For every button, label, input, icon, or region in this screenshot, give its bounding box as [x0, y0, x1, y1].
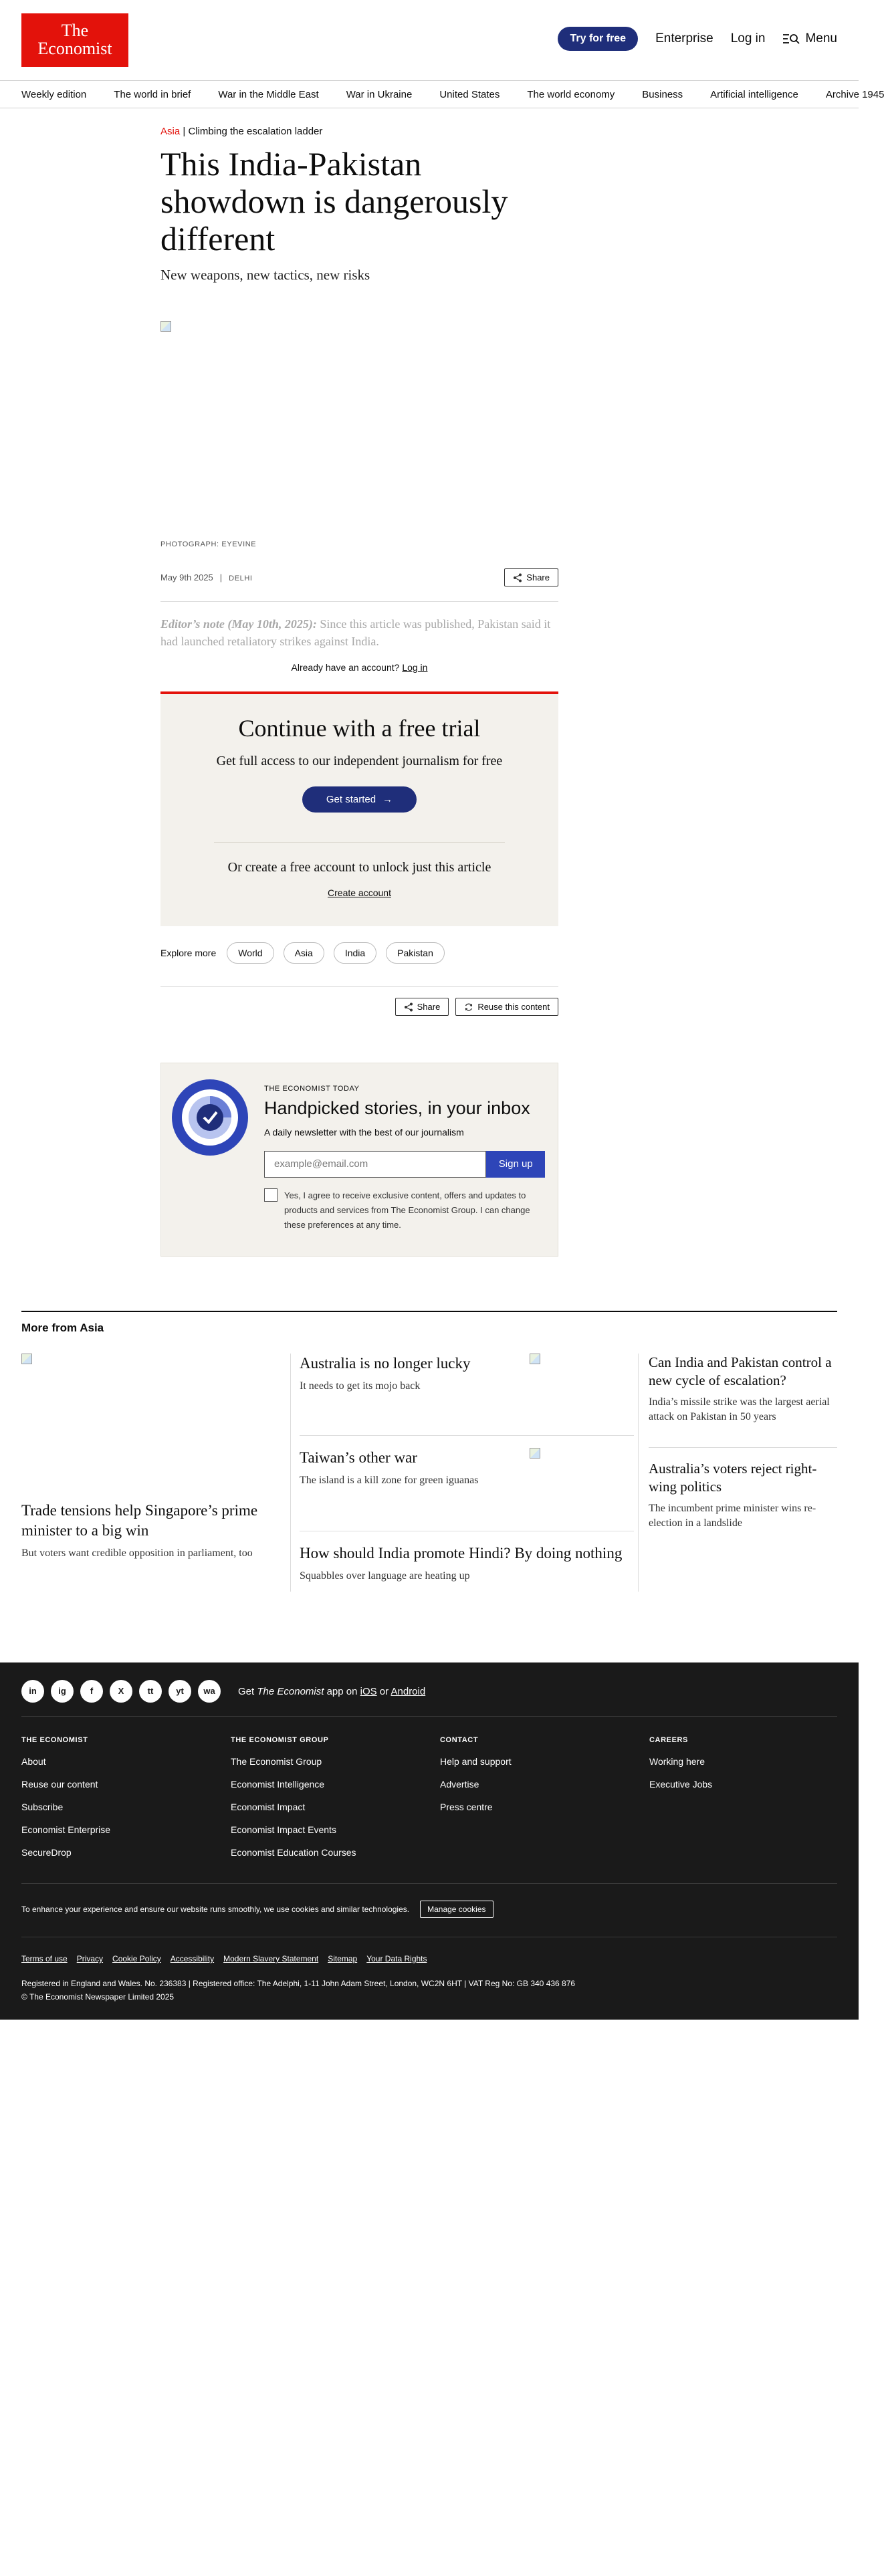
share-button[interactable]: Share — [504, 568, 558, 586]
trial-title: Continue with a free trial — [238, 715, 481, 742]
image-caption: PHOTOGRAPH: EYEVINE — [160, 540, 257, 548]
legal-link[interactable]: Accessibility — [170, 1954, 215, 1963]
email-input[interactable]: example@email.com — [264, 1151, 486, 1178]
column-divider — [290, 1354, 291, 1592]
story-headline[interactable]: Trade tensions help Singapore’s prime minister to a big win — [21, 1502, 258, 1539]
story-subhead: Squabbles over language are heating up — [300, 1570, 470, 1582]
legal-link[interactable]: Sitemap — [328, 1954, 358, 1963]
footer-link[interactable]: Reuse our content — [21, 1779, 98, 1790]
free-account-text: Or create a free account to unlock just this article — [227, 860, 491, 875]
newsletter-form — [264, 1151, 545, 1178]
reuse-content-button[interactable]: Reuse this content — [455, 998, 558, 1016]
lead-image — [160, 321, 558, 535]
nav-item-business[interactable]: Business — [642, 88, 683, 100]
story-headline[interactable]: How should India promote Hindi? By doing nothing — [300, 1545, 623, 1562]
copyright: © The Economist Newspaper Limited 2025 — [21, 1992, 175, 2002]
broken-image-icon — [160, 321, 171, 332]
instagram-icon[interactable]: ig — [51, 1680, 74, 1703]
share-button-bottom[interactable]: Share — [395, 998, 449, 1016]
social-links — [21, 1680, 425, 1703]
try-for-free-button[interactable]: Try for free — [558, 27, 638, 51]
story-column — [649, 1354, 837, 1531]
story-card[interactable] — [300, 1354, 634, 1435]
article-meta: May 9th 2025 | DELHI — [160, 572, 253, 582]
enterprise-link[interactable]: Enterprise — [655, 31, 713, 45]
tiktok-icon[interactable]: tt — [139, 1680, 162, 1703]
site-footer — [0, 1662, 859, 2020]
menu-label: Menu — [805, 31, 837, 45]
explore-label: Explore more — [160, 948, 217, 958]
article-headline: This India-Pakistan showdown is dangerously different — [160, 145, 508, 257]
app-promo: Get The Economist app on iOS or Android — [238, 1685, 426, 1697]
refresh-icon — [464, 1002, 473, 1012]
consent-checkbox[interactable] — [264, 1188, 278, 1202]
x-icon[interactable]: X — [110, 1680, 132, 1703]
article-meta-row — [160, 568, 558, 586]
footer-col-careers: CAREERS Working here Executive Jobs — [649, 1736, 713, 1790]
search-menu-icon — [782, 33, 800, 45]
already-account: Already have an account? Log in — [291, 662, 428, 673]
broken-image-icon — [530, 1448, 540, 1459]
facebook-icon[interactable]: f — [80, 1680, 103, 1703]
section-nav — [0, 80, 884, 108]
nav-item-weekly-edition[interactable]: Weekly edition — [21, 88, 87, 100]
legal-links — [21, 1954, 427, 1963]
more-heading: More from Asia — [21, 1321, 104, 1334]
nav-item-world-economy[interactable]: The world economy — [527, 88, 615, 100]
newsletter-title: Handpicked stories, in your inbox — [264, 1098, 530, 1118]
story-headline[interactable]: Taiwan’s other war — [300, 1449, 417, 1466]
whatsapp-icon[interactable]: wa — [198, 1680, 221, 1703]
divider — [160, 986, 558, 987]
ios-link[interactable]: iOS — [360, 1685, 377, 1697]
footer-link[interactable]: Help and support — [440, 1756, 512, 1767]
article-actions — [160, 998, 558, 1016]
footer-link[interactable]: Subscribe — [21, 1802, 64, 1812]
legal-link[interactable]: Modern Slavery Statement — [223, 1954, 319, 1963]
footer-link[interactable]: Economist Enterprise — [21, 1824, 111, 1835]
footer-divider — [21, 1883, 837, 1884]
footer-link[interactable]: Economist Education Courses — [231, 1847, 356, 1858]
column-divider — [638, 1354, 639, 1592]
share-icon — [404, 1002, 413, 1012]
linkedin-icon[interactable]: in — [21, 1680, 44, 1703]
story-headline[interactable]: Australia is no longer lucky — [300, 1355, 471, 1372]
nav-item-united-states[interactable]: United States — [439, 88, 500, 100]
article-dateline: DELHI — [229, 574, 253, 582]
more-from-asia — [21, 1311, 837, 1594]
article-standfirst: New weapons, new tactics, new risks — [160, 267, 370, 283]
divider — [160, 601, 558, 602]
nav-item-world-in-brief[interactable]: The world in brief — [114, 88, 191, 100]
sign-up-button[interactable]: Sign up — [486, 1151, 545, 1178]
paywall-login-link[interactable]: Log in — [402, 662, 428, 673]
article-rubric: Asia | Climbing the escalation ladder — [160, 126, 323, 137]
story-card[interactable] — [300, 1531, 634, 1584]
consent-text: Yes, I agree to receive exclusive content, offers and updates to products and services from The Economist Group. I can change these preferences at any time. — [284, 1190, 530, 1230]
explore-more — [160, 942, 558, 964]
footer-link[interactable]: Executive Jobs — [649, 1779, 713, 1790]
nav-item-ai[interactable]: Artificial intelligence — [710, 88, 798, 100]
broken-image-icon — [21, 1354, 32, 1364]
story-subhead: The incumbent prime minister wins re-election in a landslide — [649, 1503, 816, 1529]
free-trial-panel — [160, 691, 558, 926]
legal-link[interactable]: Privacy — [76, 1954, 104, 1963]
create-account-link[interactable]: Create account — [328, 887, 391, 898]
topic-chip-india[interactable]: India — [334, 942, 376, 964]
footer-col-group: THE ECONOMIST GROUP The Economist Group Economist Intelligence Economist Impact Economist Impact Events Economist Education Courses — [231, 1736, 356, 1858]
footer-link[interactable]: Economist Impact — [231, 1802, 306, 1812]
story-card[interactable] — [21, 1354, 275, 1561]
footer-col-economist: THE ECONOMIST About Reuse our content Subscribe Economist Enterprise SecureDrop — [21, 1736, 111, 1858]
economist-logo[interactable]: The Economist — [21, 13, 128, 67]
topic-chip-world[interactable]: World — [227, 942, 273, 964]
story-subhead: It needs to get its mojo back — [300, 1380, 421, 1392]
footer-link[interactable]: The Economist Group — [231, 1756, 322, 1767]
footer-link[interactable]: Economist Intelligence — [231, 1779, 325, 1790]
story-card[interactable] — [300, 1436, 634, 1531]
legal-link[interactable]: Your Data Rights — [366, 1954, 427, 1963]
topic-chip-pakistan[interactable]: Pakistan — [386, 942, 445, 964]
broken-image-icon — [530, 1354, 540, 1364]
nav-item-war-ukraine[interactable]: War in Ukraine — [346, 88, 413, 100]
login-link[interactable]: Log in — [730, 31, 766, 45]
article-date: May 9th 2025 — [160, 572, 213, 582]
get-started-button[interactable]: Get started → — [302, 786, 417, 813]
footer-divider — [21, 1716, 837, 1717]
story-subhead: The island is a kill zone for green iguanas — [300, 1475, 479, 1486]
android-link[interactable]: Android — [391, 1685, 426, 1697]
youtube-icon[interactable]: yt — [169, 1680, 191, 1703]
newsletter-signup — [160, 1063, 558, 1257]
story-card[interactable] — [649, 1354, 837, 1435]
more-grid — [21, 1354, 837, 1594]
trial-subtitle: Get full access to our independent journalism for free — [216, 754, 503, 768]
newsletter-desc: A daily newsletter with the best of our journalism — [264, 1127, 464, 1138]
newsletter-clock-icon — [172, 1079, 248, 1156]
article — [160, 120, 558, 1257]
legal-link[interactable]: Cookie Policy — [112, 1954, 161, 1963]
rubric-text: Climbing the escalation ladder — [188, 126, 323, 137]
topic-chip-asia[interactable]: Asia — [284, 942, 324, 964]
story-headline[interactable]: Can India and Pakistan control a new cycle of escalation? — [649, 1354, 832, 1388]
editors-note: Editor’s note (May 10th, 2025): Since this article was published, Pakistan said it had launched retaliatory strikes against India. — [160, 617, 551, 648]
footer-link[interactable]: Advertise — [440, 1779, 479, 1790]
story-subhead: India’s missile strike was the largest aerial attack on Pakistan in 50 years — [649, 1396, 830, 1422]
section-link[interactable]: Asia — [160, 126, 181, 137]
menu-button[interactable] — [782, 31, 837, 46]
footer-link[interactable]: SecureDrop — [21, 1847, 72, 1858]
story-card[interactable] — [649, 1448, 837, 1531]
footer-col-contact: CONTACT Help and support Advertise Press centre — [440, 1736, 512, 1812]
footer-link[interactable]: About — [21, 1756, 46, 1767]
share-icon — [513, 573, 522, 582]
arrow-right-icon: → — [382, 794, 393, 805]
registration-info: Registered in England and Wales. No. 236383 | Registered office: The Adelphi, 1-11 John Adam Street, London, WC2N 6HT | VAT Reg No: GB 340 436 876 © The Economist Newspaper Limited 2025 — [21, 1977, 575, 2004]
consent-row — [264, 1188, 545, 1232]
story-subhead: But voters want credible opposition in parliament, too — [21, 1547, 253, 1559]
legal-link[interactable]: Terms of use — [21, 1954, 68, 1963]
cookie-notice: To enhance your experience and ensure our website runs smoothly, we use cookies and similar technologies. Manage cookies — [21, 1901, 493, 1918]
story-column — [300, 1354, 634, 1584]
manage-cookies-button[interactable]: Manage cookies — [420, 1901, 493, 1918]
footer-link[interactable]: Working here — [649, 1756, 705, 1767]
trial-divider — [214, 842, 505, 843]
newsletter-body — [264, 1085, 545, 1232]
site-header — [0, 0, 859, 80]
header-actions — [558, 27, 837, 51]
footer-link[interactable]: Press centre — [440, 1802, 493, 1812]
newsletter-kicker: THE ECONOMIST TODAY — [264, 1085, 360, 1093]
nav-item-war-middle-east[interactable]: War in the Middle East — [218, 88, 319, 100]
footer-link[interactable]: Economist Impact Events — [231, 1824, 336, 1835]
story-headline[interactable]: Australia’s voters reject right-wing politics — [649, 1461, 817, 1495]
nav-item-archive-1945[interactable]: Archive 1945 — [825, 88, 884, 100]
